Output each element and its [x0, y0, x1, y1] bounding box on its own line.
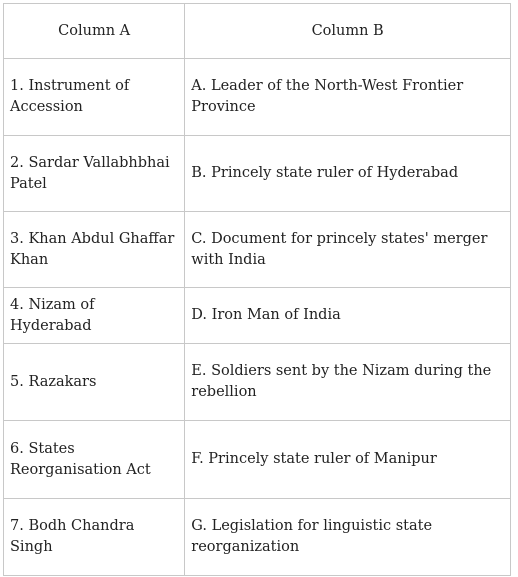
table-row — [4, 499, 511, 576]
table-row — [4, 288, 511, 344]
table-header-row — [4, 4, 511, 59]
table-row — [4, 344, 511, 421]
table-row — [4, 59, 511, 136]
column-a-cell: 1. Instrument of Accession — [4, 59, 185, 136]
column-a-cell: 5. Razakars — [4, 344, 185, 421]
column-b-cell: F. Princely state ruler of Manipur — [185, 421, 511, 499]
column-a-cell: 4. Nizam of Hyderabad — [4, 288, 185, 344]
matching-table — [3, 3, 511, 576]
column-b-cell: A. Leader of the North-West Frontier Province — [185, 59, 511, 136]
column-b-cell: G. Legislation for linguistic state reorganization — [185, 499, 511, 576]
column-a-cell: 6. States Reorganisation Act — [4, 421, 185, 499]
column-a-cell: 7. Bodh Chandra Singh — [4, 499, 185, 576]
table-row — [4, 421, 511, 499]
column-b-header: Column B — [185, 4, 511, 59]
table-row — [4, 212, 511, 288]
column-a-cell: 2. Sardar Vallabhbhai Patel — [4, 136, 185, 212]
column-a-header: Column A — [4, 4, 185, 59]
column-b-cell: D. Iron Man of India — [185, 288, 511, 344]
column-b-cell: B. Princely state ruler of Hyderabad — [185, 136, 511, 212]
column-b-cell: E. Soldiers sent by the Nizam during the rebellion — [185, 344, 511, 421]
table-row — [4, 136, 511, 212]
column-a-cell: 3. Khan Abdul Ghaffar Khan — [4, 212, 185, 288]
column-b-cell: C. Document for princely states' merger with India — [185, 212, 511, 288]
